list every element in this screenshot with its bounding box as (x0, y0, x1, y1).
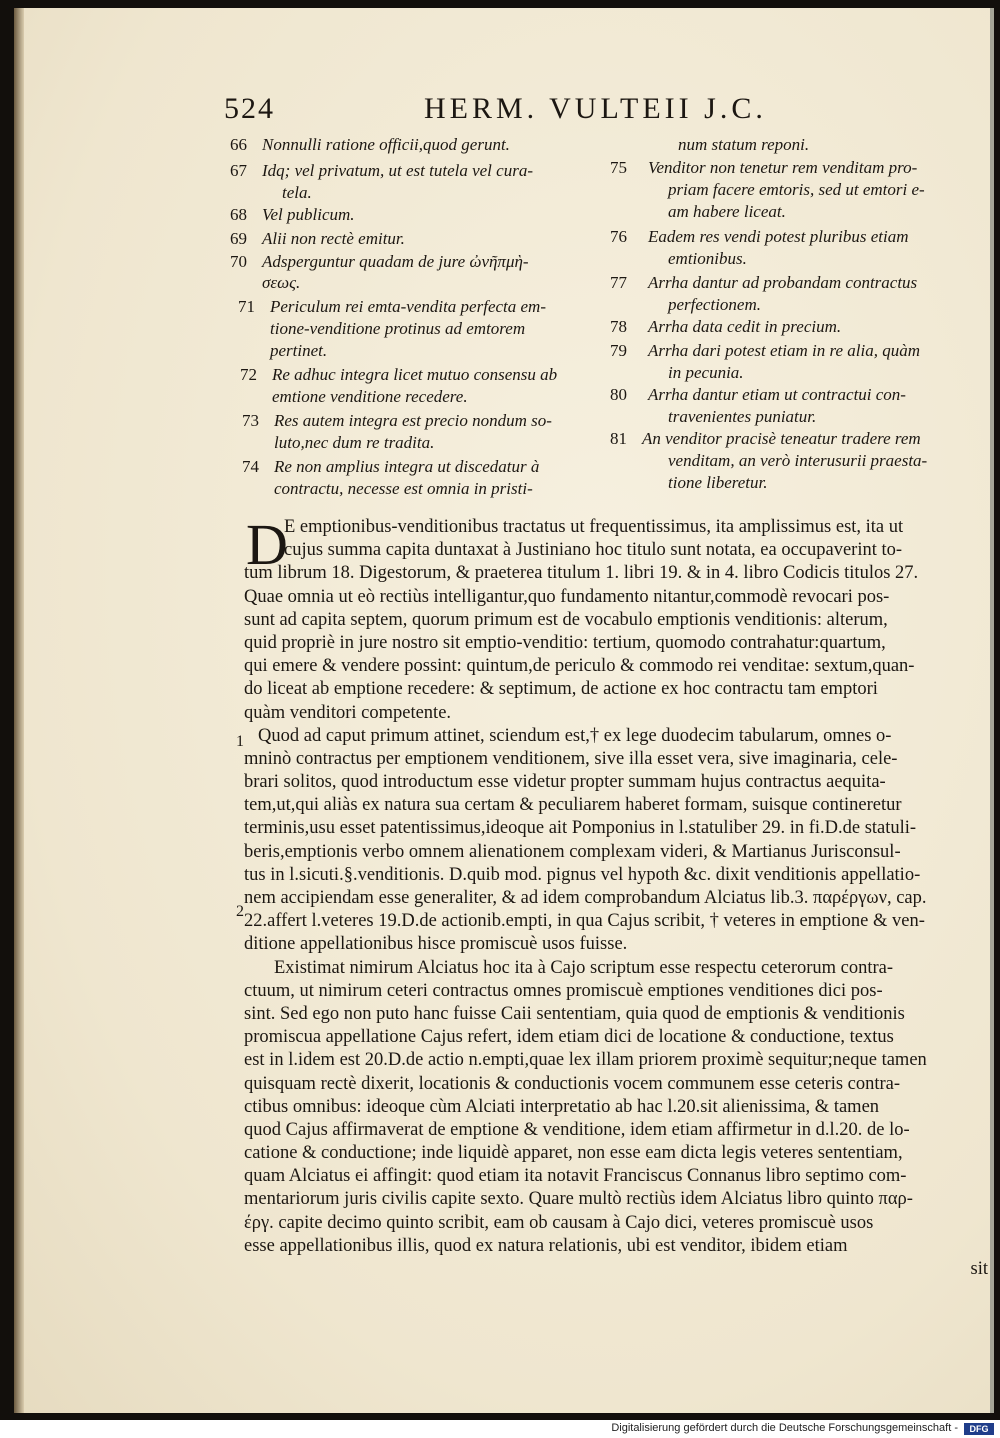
decorated-initial: D (246, 512, 288, 577)
summary-text: Arrha dantur etiam ut contractui con- (648, 385, 906, 404)
text-line: ctuum, ut nimirum ceteri contractus omnes promiscuè emptiones venditiones dici pos- (244, 980, 883, 1001)
summary-text: emtionibus. (668, 249, 747, 268)
text-line: mninò contractus per emptionem venditionem, sive illa esset vera, sive imaginaria, cele- (244, 748, 898, 769)
summary-number: 66 (230, 135, 247, 154)
summary-number: 70 (230, 252, 247, 271)
summary-text: Re non amplius integra ut discedatur à (274, 457, 540, 476)
summary-number: 71 (238, 297, 255, 316)
text-line: quid propriè in jure nostro sit emptio-venditio: tertium, quomodo contrahatur:quartum, (244, 632, 886, 653)
summary-text: Arrha dantur ad probandam contractus (648, 273, 918, 292)
footer-bar (0, 1420, 1000, 1438)
text-line: sunt ad capita septem, quorum primum est de vocabulo emptionis venditionis: alterum, (244, 609, 888, 630)
summary-number: 77 (610, 273, 627, 292)
text-line: 22.affert l.veteres 19.D.de actionib.empti, in qua Cajus scribit, † veteres in emptione & ven- (244, 911, 925, 932)
text-line: quam Alciatus ei affingit: quod etiam ita notavit Franciscus Connanus libro septimo com- (244, 1166, 907, 1187)
summary-text: emtione venditione recedere. (272, 387, 468, 406)
text-line: έργ. capite decimo quinto scribit, eam ob causam à Cajo dici, veteres promiscuè usos (244, 1212, 874, 1233)
summary-number: 74 (242, 457, 259, 476)
text-line: esse appellationibus illis, quod ex natura relationis, ubi est venditor, ibidem etiam (244, 1235, 848, 1256)
summary-text: venditam, an verò interusurii praesta- (668, 451, 928, 470)
summary-text: Alii non rectè emitur. (262, 229, 405, 248)
text-line: qui emere & vendere possint: quintum,de periculo & commodo rei venditae: sextum,quan- (244, 656, 915, 677)
summary-text: Nonnulli ratione officii,quod gerunt. (262, 135, 510, 154)
summary-number: 78 (610, 317, 627, 336)
summary-text: tela. (282, 183, 312, 202)
margin-number: 2 (236, 903, 244, 920)
summary-text: pertinet. (270, 341, 328, 360)
summary-text: travenientes puniatur. (668, 407, 817, 426)
summary-number: 72 (240, 365, 257, 384)
text-line: terminis,usu esset patentissimus,ideoque ait Pomponius in l.statuliber 29. in fi.D.de statuli- (244, 818, 917, 839)
running-head: HERM. VULTEII J.C. (424, 92, 767, 125)
summary-number: 76 (610, 227, 627, 246)
summary-text: Arrha data cedit in precium. (648, 317, 842, 336)
dfg-logo: DFG (964, 1423, 994, 1435)
summary-text: Res autem integra est precio nondum so- (274, 411, 552, 430)
summary-text: perfectionem. (668, 295, 761, 314)
summary-number: 81 (610, 429, 627, 448)
text-line: tum librum 18. Digestorum, & praeterea titulum 1. libri 19. & in 4. libro Codicis titulos 27. (244, 563, 919, 584)
summary-text: tione-venditione protinus ad emtorem (270, 319, 526, 338)
text-line: tem,ut,qui aliàs ex natura sua certam & peculiarem haberet formam, suisque contineretur (244, 795, 902, 816)
summary-text: am habere liceat. (668, 202, 786, 221)
folio-number: 524 (224, 92, 275, 125)
summary-text: in pecunia. (668, 363, 744, 382)
text-line: nem accipiendam esse generaliter, & ad idem comprobandum Alciatus lib.3. παρέργων, cap. (244, 888, 927, 908)
summary-number: 73 (242, 411, 259, 430)
summary-text: Periculum rei emta-vendita perfecta em- (270, 297, 546, 316)
text-line: promiscua appellatione Cajus refert, idem etiam dici de locatione & conductione, textus (244, 1027, 894, 1048)
summary-number: 79 (610, 341, 627, 360)
summary-text: An venditor pracisè teneatur tradere rem (642, 429, 921, 448)
text-line: do liceat ab emptione recedere: & septimum, de actione ex hoc contractu tam emptori (244, 679, 878, 700)
summary-text: luto,nec dum re tradita. (274, 433, 435, 452)
summary-text: Arrha dari potest etiam in re alia, quàm (648, 341, 920, 360)
text-line: quàm venditori competente. (244, 702, 452, 723)
margin-number: 1 (236, 733, 244, 750)
text-line: tus in l.sicuti.§.venditionis. D.quib mod. pignus vel hypoth &c. dixit venditionis appellatio- (244, 864, 921, 885)
summary-text: num statum reponi. (678, 135, 810, 154)
summary-number: 75 (610, 158, 627, 177)
summary-text: σεως. (262, 273, 301, 292)
summary-text: tione liberetur. (668, 473, 768, 492)
summary-number: 80 (610, 385, 627, 404)
text-line: Existimat nimirum Alciatus hoc ita à Cajo scriptum esse respectu ceterorum contra- (274, 957, 894, 978)
text-line: ctibus omnibus: ideoque cùm Alciati interpretatio ab hac l.20.sit alienissima, & tamen (244, 1096, 880, 1117)
summary-text: contractu, necesse est omnia in pristi- (274, 479, 533, 498)
text-line: E emptionibus-venditionibus tractatus ut frequentissimus, ita amplissimus est, ita ut (284, 517, 904, 537)
page-gutter-shadow (14, 8, 24, 1413)
text-line: est in l.idem est 20.D.de actio n.empti,quae lex illam priorem proximè sequitur;neque tamen (244, 1050, 927, 1071)
summary-number: 69 (230, 229, 247, 248)
summary-number: 68 (230, 205, 247, 224)
summary-text: Re adhuc integra licet mutuo consensu ab (272, 365, 558, 384)
summary-text: priam facere emtoris, sed ut emtori e- (668, 180, 925, 199)
summary-text: Vel publicum. (262, 205, 355, 224)
text-line: Quae omnia ut eò rectiùs intelligantur,quo fundamento nitantur,commodè revocari pos- (244, 586, 890, 607)
text-line: quisquam rectè dixerit, locationis & conductionis vocem communem esse ceteris contra- (244, 1073, 901, 1094)
text-line: sint. Sed ego non puto hanc fuisse Caii sententiam, quia quod de emptionis & venditionis (244, 1003, 905, 1024)
summary-text: Adsperguntur quadam de jure ὠνῆπμὴ- (262, 252, 529, 271)
text-line: quod Cajus affirmaverat de emptione & venditione, idem etiam affirmetur in d.l.20. de lo- (244, 1119, 910, 1140)
text-line: mentariorum juris civilis capite sexto. Quare multò rectiùs idem Alciatus libro quinto παρ- (244, 1189, 913, 1210)
summary-text: Idq; vel privatum, ut est tutela vel cura- (262, 161, 533, 180)
catchword: sit (970, 1259, 988, 1279)
text-line: catione & conductione; inde liquidè apparet, non esse eam dicta legis veteres sententiam, (244, 1143, 903, 1164)
text-line: cujus summa capita duntaxat à Justiniano hoc titulo sunt notata, ea occupaverint to- (284, 540, 903, 561)
summary-number: 67 (230, 161, 247, 180)
body-text (244, 512, 994, 1281)
text-line: ditione appellationibus hisce promiscuè usos fuisse. (244, 934, 628, 955)
summary-text: Venditor non tenetur rem venditam pro- (648, 158, 918, 177)
funding-notice: Digitalisierung gefördert durch die Deutsche Forschungsgemeinschaft - (611, 1422, 958, 1434)
text-line: Quod ad caput primum attinet, sciendum est,† ex lege duodecim tabularum, omnes o- (258, 725, 892, 746)
text-line: beris,emptionis verbo omnem alienationem complexam videri, & Martianus Jurisconsul- (244, 841, 901, 862)
summary-text: Eadem res vendi potest pluribus etiam (648, 227, 909, 246)
text-line: brari solitos, quod introductum esse videtur propter summam hujus contractus aequita- (244, 772, 886, 793)
